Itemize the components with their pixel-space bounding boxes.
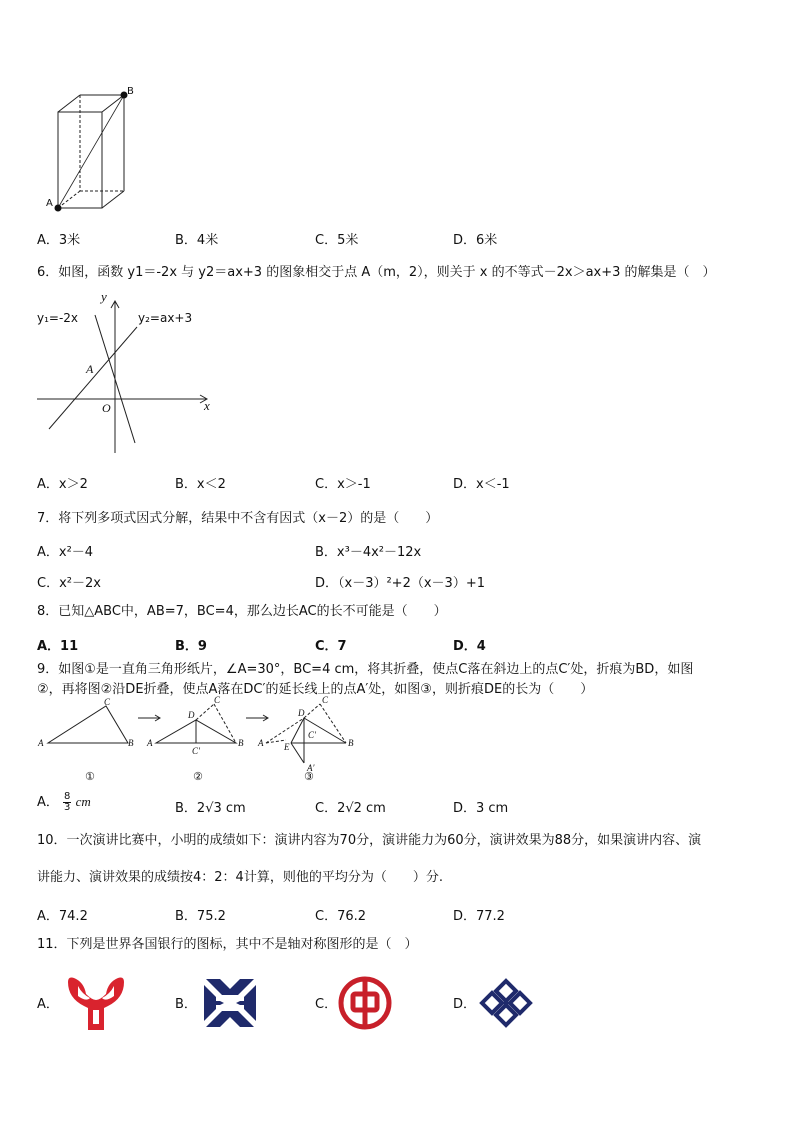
q11-option-d[interactable]: D． xyxy=(453,997,477,1012)
q10-stem-line1: 10．一次演讲比赛中，小明的成绩如下：演讲内容为70分，演讲能力为60分，演讲效果为88分，如果演讲内容、演 xyxy=(37,833,702,848)
svg-text:C: C xyxy=(214,695,221,705)
q10-option-a[interactable]: A．74.2 xyxy=(37,909,88,924)
q8-option-d[interactable]: D．4 xyxy=(453,639,486,654)
point-a xyxy=(55,205,62,212)
q8-option-c[interactable]: C．7 xyxy=(315,639,347,654)
q10-stem-line2: 讲能力、演讲效果的成绩按4：2：4计算，则他的平均分为（ ）分. xyxy=(37,870,443,885)
bank-logo-a-icon xyxy=(64,976,128,1032)
q11-option-c[interactable]: C． xyxy=(315,997,338,1012)
q7-option-c[interactable]: C．x²－2x xyxy=(37,576,101,591)
q7-option-b[interactable]: B．x³－4x²－12x xyxy=(315,545,422,560)
q9-fig-label-1: ① xyxy=(85,770,95,783)
fraction: $\frac{8}{3}$ xyxy=(64,791,71,813)
q7-stem: 7．将下列多项式因式分解，结果中不含有因式（x－2）的是（ ） xyxy=(37,511,439,526)
q6-option-a[interactable]: A．x＞2 xyxy=(37,477,88,492)
q9-option-b[interactable]: B．2√3 cm xyxy=(175,801,246,816)
q6-option-b[interactable]: B．x＜2 xyxy=(175,477,226,492)
svg-text:E: E xyxy=(284,742,290,752)
svg-text:D: D xyxy=(298,708,305,718)
svg-text:B: B xyxy=(238,738,244,748)
q5-option-c[interactable]: C．5米 xyxy=(315,233,359,248)
q8-option-b[interactable]: B．9 xyxy=(175,639,207,654)
q9-stem-line1: 9．如图①是一直角三角形纸片，∠A=30°，BC=4 cm，将其折叠，使点C落在斜边上的点C′处，折痕为BD，如图 xyxy=(37,662,694,677)
svg-text:C: C xyxy=(104,697,111,707)
q6-option-d[interactable]: D．x＜-1 xyxy=(453,477,510,492)
q10-option-c[interactable]: C．76.2 xyxy=(315,909,367,924)
q9-stem-line2: ②，再将图②沿DE折叠，使点A落在DC′的延长线上的点A′处，如图③，则折痕DE的长为（ ） xyxy=(37,682,594,697)
svg-text:C: C xyxy=(322,695,329,705)
svg-text:B: B xyxy=(348,738,354,748)
bank-logo-b-icon xyxy=(202,975,258,1031)
q9-option-a[interactable]: A． $\frac{8}{3}$ cm xyxy=(37,791,91,813)
q5-option-b[interactable]: B．4米 xyxy=(175,233,219,248)
q9-fig-label-3: ③ xyxy=(304,770,314,783)
q6-stem: 6．如图，函数 y1＝-2x 与 y2＝ax+3 的图象相交于点 A（m，2），则关于 x 的不等式－2x＞ax+3 的解集是（ ） xyxy=(37,265,716,280)
q9-fig-label-2: ② xyxy=(193,770,203,783)
q5-option-d[interactable]: D．6米 xyxy=(453,233,498,248)
q6-label-y2: y₂=ax+3 xyxy=(138,311,193,325)
q6-label-y: y xyxy=(101,289,107,304)
bank-logo-d-icon xyxy=(476,977,536,1029)
svg-text:D: D xyxy=(188,710,195,720)
q6-label-x: x xyxy=(204,398,210,413)
q11-stem: 11．下列是世界各国银行的图标，其中不是轴对称图形的是（ ） xyxy=(37,937,418,952)
q7-option-a[interactable]: A．x²－4 xyxy=(37,545,94,560)
q11-option-a[interactable]: A． xyxy=(37,997,59,1012)
bank-logo-c-icon xyxy=(337,975,393,1031)
q8-option-a[interactable]: A．11 xyxy=(37,639,79,654)
svg-text:B: B xyxy=(128,738,134,748)
svg-text:A′: A′ xyxy=(307,763,315,773)
svg-text:C′: C′ xyxy=(192,746,200,756)
q11-option-b[interactable]: B． xyxy=(175,997,197,1012)
q10-option-d[interactable]: D．77.2 xyxy=(453,909,505,924)
q5-label-b: B xyxy=(127,86,134,97)
svg-text:A: A xyxy=(147,738,153,748)
q6-label-a: A xyxy=(86,362,94,376)
q6-label-y1: y₁=-2x xyxy=(37,311,79,325)
svg-text:A: A xyxy=(38,738,44,748)
q5-label-a: A xyxy=(46,198,53,209)
q5-prism-figure xyxy=(40,85,140,215)
svg-text:C′: C′ xyxy=(308,730,316,740)
q5-option-a[interactable]: A．3米 xyxy=(37,233,81,248)
q6-option-c[interactable]: C．x＞-1 xyxy=(315,477,371,492)
svg-text:A: A xyxy=(258,738,264,748)
q6-label-o: O xyxy=(102,401,111,415)
q8-stem: 8．已知△ABC中，AB=7，BC=4，那么边长AC的长不可能是（ ） xyxy=(37,604,447,619)
q7-option-d[interactable]: D．（x－3）²+2（x－3）+1 xyxy=(315,576,485,591)
q10-option-b[interactable]: B．75.2 xyxy=(175,909,226,924)
q9-option-d[interactable]: D．3 cm xyxy=(453,801,509,816)
q9-option-c[interactable]: C．2√2 cm xyxy=(315,801,386,816)
